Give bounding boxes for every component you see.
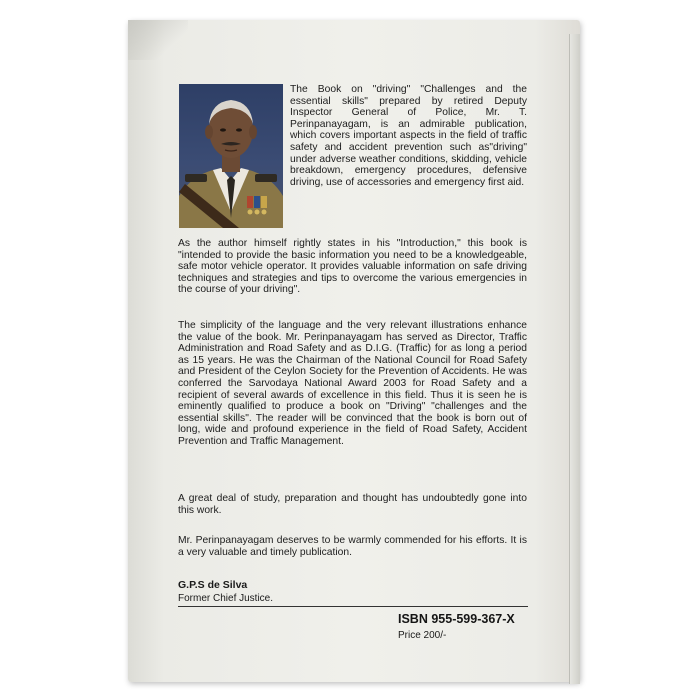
isbn-number: ISBN 955-599-367-X [398, 612, 515, 626]
author-portrait [179, 84, 283, 228]
study-paragraph: A great deal of study, preparation and thought has undoubtedly gone into this work. [178, 493, 527, 516]
cover-wear [128, 20, 188, 60]
reviewer-name: G.P.S de Silva [178, 579, 248, 591]
book-spine-edge [569, 34, 580, 684]
author-background-paragraph: The simplicity of the language and the very relevant illustrations enhance the value of the book. Mr. Perinpanayagam has served as Director, Traffic Administration and Road Safety and as D.I.G. (Traffic) for as long a period as 15 years. He was the Chairman of the National Council for Road Safety and President of the Ceylon Society for the Prevention of Accidents. He was conferred the Sarvodaya National Award 2003 for Road Safety and a recipient of several awards of excellence in this field. Thus it is seen he is eminently qualified to produce a book on "Driving" "challenges and the essential skills". The reader will be convinced that the book is born out of long, wide and profound experience in the field of Road Safety, Accident Prevention and Traffic Management. [178, 320, 527, 447]
divider-line [178, 606, 528, 607]
reviewer-title: Former Chief Justice. [178, 593, 274, 604]
author-portrait-illustration [179, 84, 283, 228]
price-label: Price 200/- [398, 630, 447, 641]
quote-paragraph: As the author himself rightly states in his "Introduction," this book is "intended to provide the basic information you need to be a knowledgeable, safe motor vehicle operator. It provides valuable information on safe driving techniques and strategies and tips to overcome the various emergencies in the course of your driving". [178, 238, 527, 296]
commendation-paragraph: Mr. Perinpanayagam deserves to be warmly commended for his efforts. It is a very valuable and timely publication. [178, 535, 527, 558]
intro-paragraph: The Book on "driving" "Challenges and the essential skills" prepared by retired Deputy Inspector General of Police, Mr. T. Perinpanayagam, is an admirable publication, which covers important aspects in the field of traffic safety and accident prevention such as"driving" under adverse weather conditions, skidding, vehicle breakdown, emergency procedures, defensive driving, use of accessories and emergency first aid. [290, 84, 527, 188]
